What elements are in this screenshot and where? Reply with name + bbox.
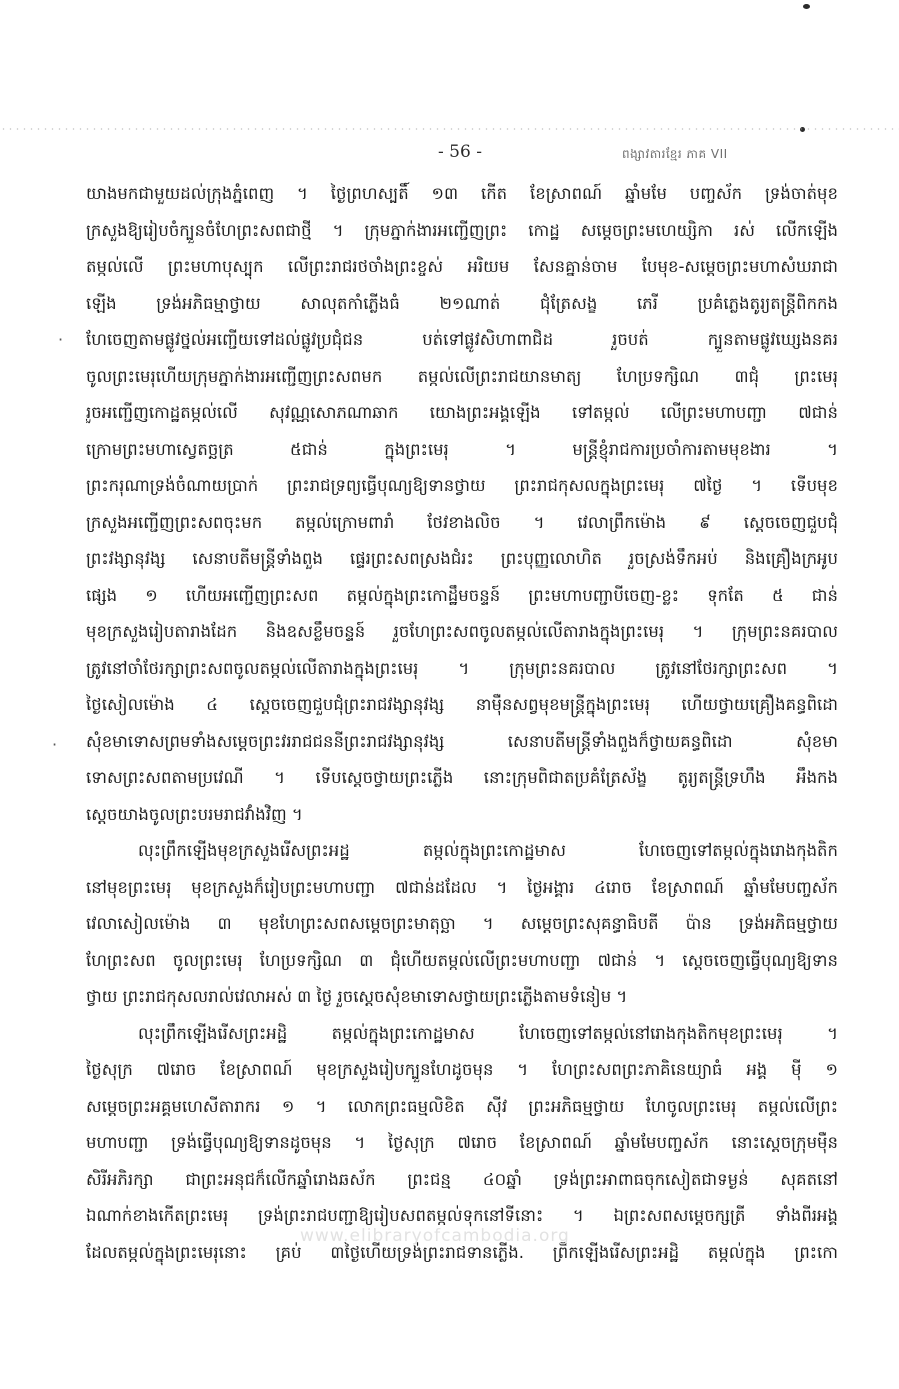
paragraph	[86, 833, 838, 1016]
text-line: ថ្វាយ ព្រះរាជកុសលរាល់វេលាអស់ ៣ ថ្ងៃ រួចស្តេចសុំខមាទោសថ្វាយព្រះភ្លើងតាមទំនៀម ។	[86, 987, 628, 1006]
text-line: សម្តេចព្រះអគ្គមហេសីតារាករ ១ ។ លោកព្រះធម្មលិខិត ស៊ីវ ព្រះអភិធម្មថ្វាយ ហែចូលព្រះមេរុ តម្កល់លើព្រះ	[86, 1096, 838, 1116]
text-line: សិរីអភិរក្សា ជាព្រះអនុជក៏លើកឆ្នាំរោងឆស័ក ព្រះជន្ម ៤០ឆ្នាំ ទ្រង់ព្រះអាពាធចុកសៀតជាទម្ងន់ សុគតនៅ	[86, 1169, 838, 1189]
scan-speck	[803, 4, 810, 9]
margin-mark: ·	[58, 330, 64, 349]
text-line: ព្រះករុណាទ្រង់ចំណាយប្រាក់ ព្រះរាជទ្រព្យធ្វើបុណ្យឱ្យទានថ្វាយ ព្រះរាជកុសលក្នុងព្រះមេរុ ៧ថ្ងៃ ។ ទើបមុខ	[86, 476, 838, 495]
text-line: មុខក្រសួងរៀបតារាងដែក និងឧសខ្លឹមចន្ទន៍ រួចហែព្រះសពចូលតម្កល់លើតារាងក្នុងព្រះមេរុ ។ ក្រុមព្រះនគរបាល	[86, 622, 838, 641]
text-line: នៅមុខព្រះមេរុ មុខក្រសួងក៏រៀបព្រះមហាបញ្ជា ៧ជាន់ដដែល ។ ថ្ងៃអង្គារ ៤រោច ខែស្រាពណ៍ ឆ្នាំមមែបញ្ចស័ក	[86, 877, 838, 897]
paragraph	[86, 176, 838, 833]
watermark: www.elibraryofcambodia.org	[300, 1226, 570, 1246]
text-line: ស្តេចយាងចូលព្រះបរមរាជវាំងវិញ ។	[86, 804, 303, 824]
text-line: លុះព្រឹកឡើងមុខក្រសួងរើសព្រះអដ្ឋ តម្កល់ក្នុងព្រះកោដ្ឋមាស ហែចេញទៅតម្កល់ក្នុងរោងកុងតិក	[138, 841, 838, 860]
text-line: មហាបញ្ជា ទ្រង់ធ្វើបុណ្យឱ្យទានដូចមុន ។ ថ្ងៃសុក្រ ៧រោច ខែស្រាពណ៍ ឆ្នាំមមែបញ្ចស័ក នោះស្តេចក្រុមម៉ឺន	[86, 1133, 838, 1152]
text-line: ក្រសួងឱ្យរៀបចំក្បួនចំហែព្រះសពជាថ្មី ។ ក្រុមភ្នាក់ងារអញ្ជើញព្រះ កោដ្ឋ សម្តេចព្រះមហេយ្សិកា រស់ លើកឡើង	[86, 220, 838, 240]
running-header: ពង្សាវតារខ្មែរ ភាគ VII	[622, 147, 728, 161]
page-number: - 56 -	[438, 142, 482, 162]
margin-mark: ·	[52, 735, 58, 754]
text-line: តម្កល់លើ ព្រះមហាបុស្បុក លើព្រះរាជរថចាំងព្រះខ្ចស់ អរិយម សែនគ្នាន់ចាម បែមុខ-សម្តេចព្រះមហាសំឃរាជា	[86, 257, 838, 276]
text-line: ចូលព្រះមេរុហើយក្រុមភ្នាក់ងារអញ្ជើញព្រះសពមក តម្កល់លើព្រះរាជយានមាត្យ ហែប្រទក្សិណ ៣ជុំ ព្រះមេរុ	[86, 366, 838, 386]
body-text	[86, 176, 838, 1271]
text-line: ទោសព្រះសពតាមប្រវេណី ។ ទើបស្តេចថ្វាយព្រះភ្លើង នោះក្រុមពិជាតប្រគំត្រែស័ង្ខ តូរ្យតន្ត្រីទ្រហឹង អឹងកង	[86, 768, 838, 787]
scan-dotted-line	[0, 128, 899, 130]
text-line: ថ្ងៃសៀលម៉ោង ៤ ស្តេចចេញជួបជុំព្រះរាជវង្សានុវង្ស នាម៉ឺនសព្វមុខមន្ត្រីក្នុងព្រះមេរុ ហើយថ្វាយគ្រឿងគន្ធពិដោ	[86, 695, 838, 714]
text-line: សុំខមាទោសព្រមទាំងសម្តេចព្រះវររាជជននីព្រះរាជវង្សានុវង្ស សេនាបតីមន្ត្រីទាំងពួងក៏ថ្វាយគន្ធពិដោ សុំខមា	[86, 731, 838, 751]
text-line: ឡើង ទ្រង់អភិធម្មាថ្វាយ សាលុតកាំភ្លើងធំ ២១ណាត់ ជុំត្រែសង្ខ ភេរី ប្រគំភ្លេងតូរ្យតន្ត្រីពិកកង	[86, 293, 838, 313]
text-line: ត្រូវនៅចាំថែរក្សាព្រះសពចូលតម្កល់លើតារាងក្នុងព្រះមេរុ ។ ក្រុមព្រះនគរបាល ត្រូវនៅថែរក្សាព្រះសព ។	[86, 658, 838, 678]
text-line: ផ្សេង ១ ហើយអញ្ជើញព្រះសព តម្កល់ក្នុងព្រះកោដ្ឋឹមចន្ទន៍ ព្រះមហាបញ្ជាបីចេញ-ខ្លះ ទុកតែ ៥ ជាន់	[86, 585, 838, 605]
text-line: ក្រសួងអញ្ជើញព្រះសពចុះមក តម្កល់ក្រោមពារាំ ថែវខាងលិច ។ វេលាព្រឹកម៉ោង ៩ ស្តេចចេញជួបជុំ	[86, 512, 838, 532]
text-line: លុះព្រឹកឡើងរើសព្រះអដ្ឋិ តម្កល់ក្នុងព្រះកោដ្ឋមាស ហែចេញទៅតម្កល់នៅរោងកុងតិកមុខព្រះមេរុ ។	[138, 1023, 838, 1043]
text-line: ថ្ងៃសុក្រ ៧រោច ខែស្រាពណ៍ មុខក្រសួងរៀបក្បួនហែដូចមុន ។ ហែព្រះសពព្រះភាគិនេយ្យាធំ អង្គ ម៉ី ១	[86, 1060, 838, 1079]
text-line: ដែលតម្កល់ក្នុងព្រះមេរុនោះ គ្រប់ ៣ថ្ងៃហើយទ្រង់ព្រះរាជទានភ្លើង. ព្រឹកឡើងរើសព្រះអដ្ឋិ តម្កល់ក្នុង ព្រះកោ	[86, 1242, 838, 1262]
text-line: ព្រះវង្សានុវង្ស សេនាបតីមន្ត្រីទាំងពួង ផ្ទេរព្រះសពស្រងជំរះ ព្រះបុញ្ញលោហិត រួចស្រង់ទឹកអប់ និងគ្រឿងក្រអូប	[86, 549, 838, 568]
text-line: ហែព្រះសព ចូលព្រះមេរុ ហែប្រទក្សិណ ៣ ជុំហើយតម្កល់លើព្រះមហាបញ្ជា ៧ជាន់ ។ ស្តេចចេញធ្វើបុណ្យឱ្យទាន	[86, 950, 838, 970]
text-line: យាងមកជាមួយដល់ក្រុងភ្នំពេញ ។ ថ្ងៃព្រហស្បតិ៍ ១៣ កើត ខែស្រាពណ៍ ឆ្នាំមមែ បញ្ចស័ក ទ្រង់ចាត់មុខ	[86, 184, 838, 203]
text-line: រួចអញ្ជើញកោដ្ឋតម្កល់លើ សុវណ្ណសោភណាឆាក យោងព្រះអង្គឡើង ទៅតម្កល់ លើព្រះមហាបញ្ជា ៧ជាន់	[86, 403, 838, 422]
text-line: វេលាសៀលម៉ោង ៣ មុខហែព្រះសពសម្តេចព្រះមាតុច្ឆា ។ សម្តេចព្រះសុគន្ធាធិបតី ប៉ាន ទ្រង់អភិធម្មថ្វាយ	[86, 914, 838, 933]
text-line: ក្រោមព្រះមហាសេ្វតច្ឆត្រ ៥ជាន់ ក្នុងព្រះមេរុ ។ មន្ត្រីខ្ញុំរាជការប្រចាំការតាមមុខងារ ។	[86, 439, 838, 459]
text-line: ឯណាក់ខាងកើតព្រះមេរុ ទ្រង់ព្រះរាជបញ្ជាឱ្យរៀបសពតម្កល់ទុកនៅទីនោះ ។ ឯព្រះសពសម្តេចក្សត្រី ទាំងពីរអង្គ	[86, 1206, 838, 1225]
text-line: ហែចេញតាមផ្លូវថ្នល់អញ្ជើយទៅដល់ផ្លូវប្រជុំជន បត់ទៅផ្លូវសិហាពាជិដ រួចបត់ ក្បួនតាមផ្លូវឃ្សេងនគរ	[86, 330, 838, 349]
